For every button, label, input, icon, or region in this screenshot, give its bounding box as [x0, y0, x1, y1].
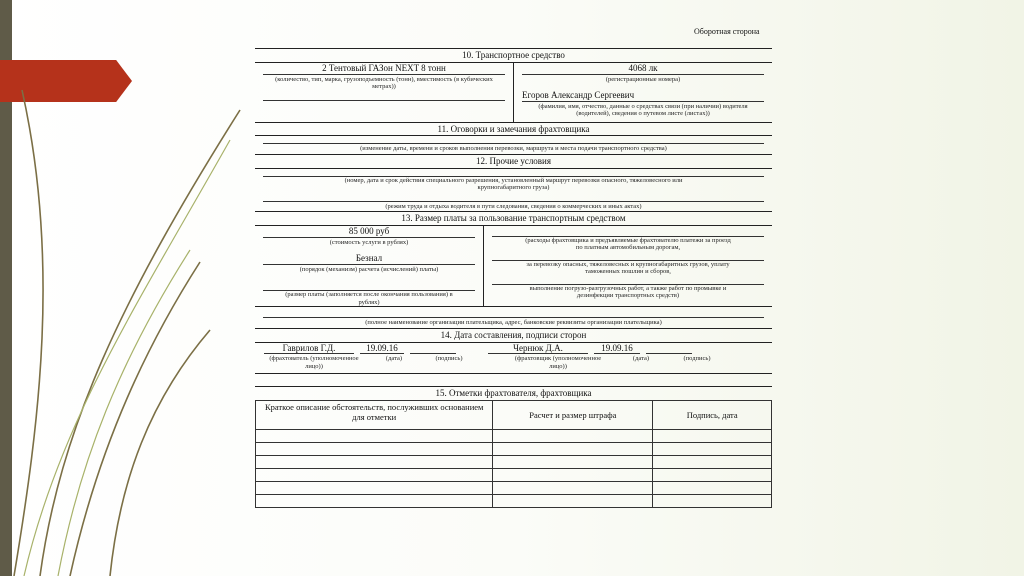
- vehicle-caption: (количество, тип, марка, грузоподъемность (тонн), вместимость (в кубических метрах)): [275, 75, 493, 91]
- section-10-title: 10. Транспортное средство: [255, 49, 772, 63]
- section-14-title: 14. Дата составления, подписи сторон: [255, 329, 772, 343]
- section-11: [255, 122, 772, 154]
- section-11-title: 11. Оговорки и замечания фрахтовщика: [255, 123, 772, 137]
- marks-table: [255, 400, 772, 508]
- section-15-title: 15. Отметки фрахтователя, фрахтовщика: [435, 388, 592, 399]
- charterer-sign-caption: (подпись): [435, 355, 463, 363]
- section-14: [255, 328, 772, 387]
- payment-left-block: [255, 226, 484, 306]
- carrier-date-caption: (дата): [632, 355, 650, 363]
- carrier-sign-caption: (подпись): [683, 355, 711, 363]
- table-row: [256, 430, 772, 443]
- marks-col-signature: Подпись, дата: [653, 401, 772, 430]
- payment-method-value: Безнал: [263, 253, 475, 265]
- carrier-date: 19.09.16: [594, 343, 640, 355]
- cost-caption: (стоимость услуги в рублях): [329, 238, 409, 246]
- table-row: [256, 495, 772, 508]
- registration-block: [514, 63, 772, 122]
- carrier-name: Чернюк Д.А.: [488, 343, 588, 355]
- expenses-caption-1: (расходы фрахтовщика и предъявляемые фрахтователю платежи за проезд по платным автомобильным дорогам,: [525, 236, 731, 252]
- section-12: [255, 154, 772, 211]
- signatures-values: [255, 343, 772, 355]
- section-10: [255, 48, 772, 122]
- carrier-signature-line: [646, 343, 692, 355]
- marks-col-description: Краткое описание обстоятельств, послуживших основанием для отметки: [256, 401, 493, 430]
- section-12-title: 12. Прочие условия: [255, 155, 772, 169]
- carrier-caption: (фрахтовщик (уполномоченное лицо)): [514, 355, 602, 370]
- charterer-date-caption: (дата): [385, 355, 403, 363]
- reverse-side-label: Оборотная сторона: [694, 27, 760, 36]
- table-row: [256, 469, 772, 482]
- registration-value: 4068 лк: [522, 63, 764, 75]
- decorative-curves: [0, 0, 260, 576]
- section-12-caption-permit: (номер, дата и срок действия специального разрешения, установленный маршрут перевозки опасного, тяжеловесного или крупногабаритного груза): [344, 176, 683, 192]
- charterer-caption: (фрахтователь (уполномоченное лицо)): [269, 355, 359, 370]
- payer-caption: (полное наименование организации плательщика, адрес, банковские реквизиты организации плательщика): [365, 319, 662, 327]
- signatures-captions: [255, 354, 772, 371]
- expenses-block: [484, 226, 772, 306]
- table-row: [256, 482, 772, 495]
- section-13: [255, 211, 772, 328]
- section-11-caption: (изменение даты, времени и сроков выполнения перевозки, маршрута и места подачи транспортного средства): [360, 145, 667, 153]
- expenses-caption-3: выполнение погрузо-разгрузочных работ, а также работ по промывке и дезинфекции транспортных средств): [529, 284, 727, 300]
- final-payment-caption: (размер платы (заполняется после окончания пользования) в рублях): [285, 291, 453, 306]
- cost-value: 85 000 руб: [263, 226, 475, 238]
- payment-method-caption: (порядок (механизм) расчета (исчислений) платы): [299, 265, 439, 273]
- driver-caption: (фамилия, имя, отчество, данные о средствах связи (при наличии) водителя (водителей), сведения о путевом листе (листах)): [538, 102, 748, 118]
- section-13-title: 13. Размер платы за пользование транспортным средством: [255, 212, 772, 226]
- registration-caption: (регистрационные номера): [605, 75, 681, 83]
- driver-value: Егоров Александр Сергеевич: [522, 90, 764, 102]
- vehicle-block: [255, 63, 514, 122]
- charterer-date: 19.09.16: [360, 343, 404, 355]
- table-row: [256, 456, 772, 469]
- table-row: [256, 443, 772, 456]
- charterer-signature-line: [410, 343, 456, 355]
- vehicle-value: 2 Тентовый ГАЗон NEXT 8 тонн: [263, 63, 505, 75]
- expenses-caption-2: за перевозку опасных, тяжеловесных и крупногабаритных грузов, уплату таможенных пошлин и сборов,: [526, 260, 730, 276]
- section-12-caption-driver: (режим труда и отдыха водителя в пути следования, сведения о коммерческих и иных актах): [385, 202, 642, 210]
- charterer-name: Гаврилов Г.Д.: [264, 343, 354, 355]
- marks-col-penalty: Расчет и размер штрафа: [493, 401, 653, 430]
- waybill-reverse-form: [255, 48, 772, 508]
- section-15: [255, 386, 772, 508]
